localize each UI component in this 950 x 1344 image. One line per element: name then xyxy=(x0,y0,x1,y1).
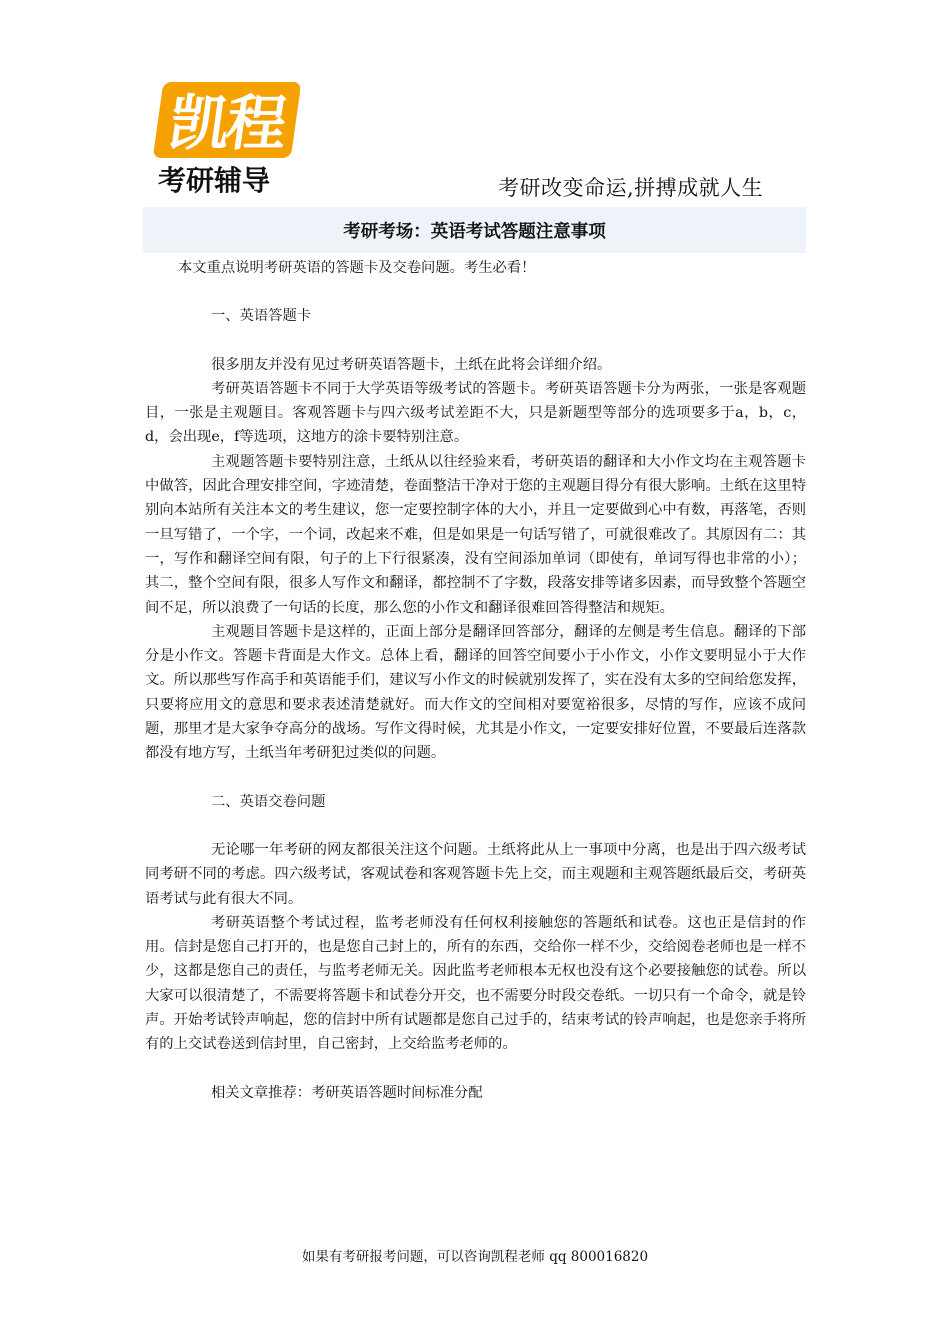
paragraph: 主观题答题卡要特别注意，土纸从以往经验来看，考研英语的翻译和大小作文均在主观答题卡中做答，因此合理安排空间，字迹清楚，卷面整洁干净对于您的主观题目得分有很大影响。土纸在这里特别向本站所有关注本文的考生建议，您一定要控制字体的大小，并且一定要做到心中有数，再落笔，否则一旦写错了，一个字，一个词，改起来不难，但是如果是一句话写错了，可就很难改了。其原因有二：其一，写作和翻译空间有限，句子的上下行很紧凑，没有空间添加单词（即使有，单词写得也非常的小）；其二，整个空间有限，很多人写作文和翻译，都控制不了字数，段落安排等诸多因素，而导致整个答题空间不足，所以浪费了一句话的长度，那么您的小作文和翻译很难回答得整洁和规矩。 xyxy=(145,453,806,616)
article-body xyxy=(145,256,806,1105)
footer-contact: 如果有考研报考问题，可以咨询凯程老师 qq 800016820 xyxy=(301,1249,649,1265)
logo-mark-text: 凯程 xyxy=(164,89,289,159)
paragraph: 考研英语答题卡不同于大学英语等级考试的答题卡。考研英语答题卡分为两张，一张是客观题目，一张是主观题目。客观答题卡与四六级考试差距不大，只是新题型等部分的选项要多于a，b，c，d，会出现e，f等选项，这地方的涂卡要特别注意。 xyxy=(145,380,806,446)
intro-paragraph: 本文重点说明考研英语的答题卡及交卷问题。考生必看！ xyxy=(178,260,536,276)
page-title: 考研考场：英语考试答题注意事项 xyxy=(343,221,606,242)
section-heading-answer-card: 一、英语答题卡 xyxy=(211,308,312,325)
paragraph: 考研英语整个考试过程，监考老师没有任何权利接触您的答题纸和试卷。这也正是信封的作用。信封是您自己打开的，也是您自己封上的，所有的东西，交给你一样不少，交给阅卷老师也是一样不少，这都是您自己的责任，与监考老师无关。因此监考老师根本无权也没有这个必要接触您的试卷。所以大家可以很清楚了，不需要将答题卡和试卷分开交，也不需要分时段交卷纸。一切只有一个命令，就是铃声。开始考试铃声响起，您的信封中所有试题都是您自己过手的，结束考试的铃声响起，也是您亲手将所有的上交试卷送到信封里，自己密封，上交给监考老师的。 xyxy=(145,914,806,1053)
paragraph: 很多朋友并没有见过考研英语答题卡，土纸在此将会详细介绍。 xyxy=(211,356,612,373)
paragraph: 主观题目答题卡是这样的，正面上部分是翻译回答部分，翻译的左侧是考生信息。翻译的下部分是小作文。答题卡背面是大作文。总体上看，翻译的回答空间要小于小作文，小作文要明显小于大作文。所以那些写作高手和英语能手们，建议写小作文的时候就别发挥了，实在没有太多的空间给您发挥，只要将应用文的意思和要求表述清楚就好。而大作文的空间相对要宽裕很多，尽情的写作，应该不成问题，那里才是大家争夺高分的战场。写作文得时候，尤其是小作文，一定要安排好位置，不要最后连落款都没有地方写，土纸当年考研犯过类似的问题。 xyxy=(145,623,806,762)
section-heading-submission: 二、英语交卷问题 xyxy=(211,793,326,810)
logo-subtitle: 考研辅导 xyxy=(158,164,271,197)
title-bar xyxy=(143,207,806,253)
related-article-link[interactable]: 相关文章推荐：考研英语答题时间标准分配 xyxy=(211,1084,483,1101)
paragraph: 无论哪一年考研的网友都很关注这个问题。土纸将此从上一事项中分离，也是出于四六级考试同考研不同的考虑。四六级考试，客观试卷和客观答题卡先上交，而主观题和主观答题纸最后交，考研英语考试与此有很大不同。 xyxy=(145,841,806,907)
brand-logo xyxy=(150,78,300,200)
header-slogan: 考研改变命运,拼搏成就人生 xyxy=(498,176,764,200)
